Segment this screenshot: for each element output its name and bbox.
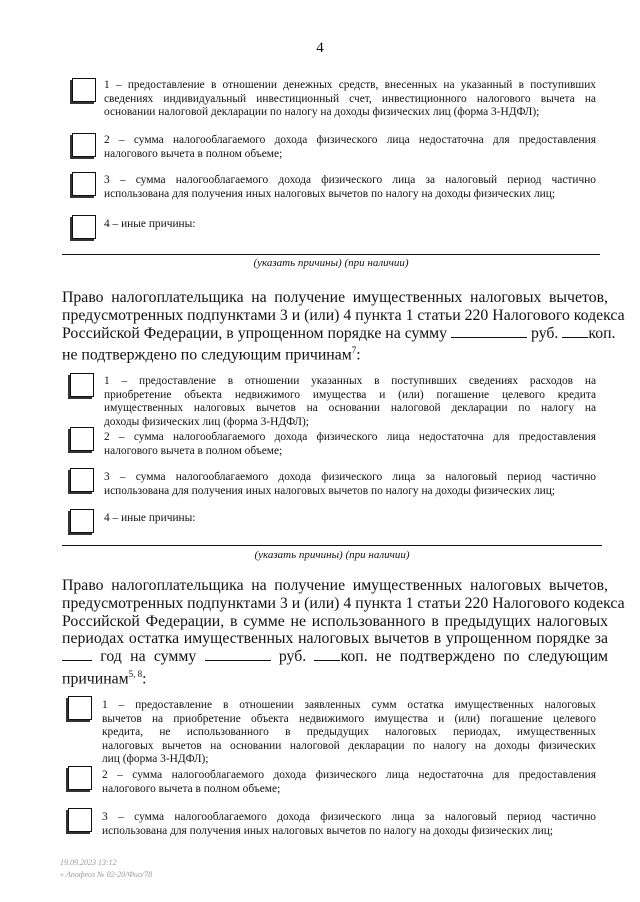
reason-1-text: 1 – предоставление в отношении заявленных сумм остатка имущественных налоговых вычетов на приобретение объекта недвижимого имущества и (или) погашение целевого кредита, не использованного в предыдущих налоговых периодах, имущественных налоговых вычетов на основании налоговой декларации по налогу на доходы физических лиц (форма 3-НДФЛ); [102,699,596,766]
print-stamp-id: « Апофеоз № 02-20/Фио/78 [60,870,153,879]
reason-4-checkbox[interactable] [70,509,94,533]
carryover-deduction-paragraph: Право налогоплательщика на получение имущественных налоговых вычетов, предусмотренных подпунктами 3 и (или) 4 пункта 1 статьи 220 Налогового кодекса Российской Федерации, в сумме не использованного в предыдущих налоговых периодах остатка имущественных налоговых вычетов в упрощенном порядке за год на сумму руб. коп. не подтверждено по следующим причинам$^{5, 8}$: [62,577,625,688]
other-reasons-caption: (указать причины) (при наличии) [254,549,410,561]
property-deduction-paragraph: Право налогоплательщика на получение имущественных налоговых вычетов, предусмотренных подпунктами 3 и (или) 4 пункта 1 статьи 220 Налогового кодекса Российской Федерации, в упрощенном порядке на сумму руб. коп. не подтверждено по следующим причинам$^7$: [62,289,625,364]
reason-1-checkbox[interactable] [70,373,94,397]
reason-2-text: 2 – сумма налогооблагаемого дохода физического лица недостаточна для предоставления налогового вычета в полном объеме; [102,769,596,795]
reason-4-text: 4 – иные причины: [104,512,196,524]
page-number: 4 [316,40,324,56]
reason-3-checkbox[interactable] [70,468,94,492]
reason-3-checkbox[interactable] [72,172,96,196]
reason-2-checkbox[interactable] [72,133,96,157]
reason-4-checkbox[interactable] [72,215,96,239]
kop-field[interactable] [314,660,340,661]
year-field[interactable] [62,660,92,661]
reason-1-text: 1 – предоставление в отношении денежных средств, внесенных на указанный в поступивших сведениях индивидуальный инвестиционный счет, инвестиционного налогового вычета на основании налоговой декларации по налогу на доходы физических лиц (форма 3-НДФЛ); [104,79,596,119]
reason-3-text: 3 – сумма налогооблагаемого дохода физического лица за налоговый период частично использована для получения иных налоговых вычетов по налогу на доходы физических лиц; [104,471,596,497]
reason-2-checkbox[interactable] [70,427,94,451]
reason-3-checkbox[interactable] [68,808,92,832]
reason-1-checkbox[interactable] [72,78,96,102]
reason-1-checkbox[interactable] [68,696,92,720]
kop-field[interactable] [562,337,588,338]
print-stamp-date: 19.09.2023 13:12 [60,858,117,867]
reason-2-text: 2 – сумма налогооблагаемого дохода физического лица недостаточна для предоставления налогового вычета в полном объеме; [104,134,596,160]
other-reasons-line[interactable] [62,254,600,255]
reason-2-checkbox[interactable] [68,766,92,790]
reason-2-text: 2 – сумма налогооблагаемого дохода физического лица недостаточна для предоставления налогового вычета в полном объеме; [104,431,596,457]
reason-4-text: 4 – иные причины: [104,218,196,230]
other-reasons-caption: (указать причины) (при наличии) [253,257,409,269]
sum-field[interactable] [205,660,271,661]
reason-3-text: 3 – сумма налогооблагаемого дохода физического лица за налоговый период частично использована для получения иных налоговых вычетов по налогу на доходы физических лиц; [102,811,596,837]
other-reasons-line[interactable] [62,545,602,546]
reason-3-text: 3 – сумма налогооблагаемого дохода физического лица за налоговый период частично использована для получения иных налоговых вычетов по налогу на доходы физических лиц; [104,174,596,200]
sum-field[interactable] [451,337,527,338]
reason-1-text: 1 – предоставление в отношении указанных в поступивших сведениях расходов на приобретение объекта недвижимого имущества и (или) погашение целевого кредита имущественных налоговых вычетов на основании налоговой декларации по налогу на доходы физических лиц (форма 3-НДФЛ); [104,375,596,428]
